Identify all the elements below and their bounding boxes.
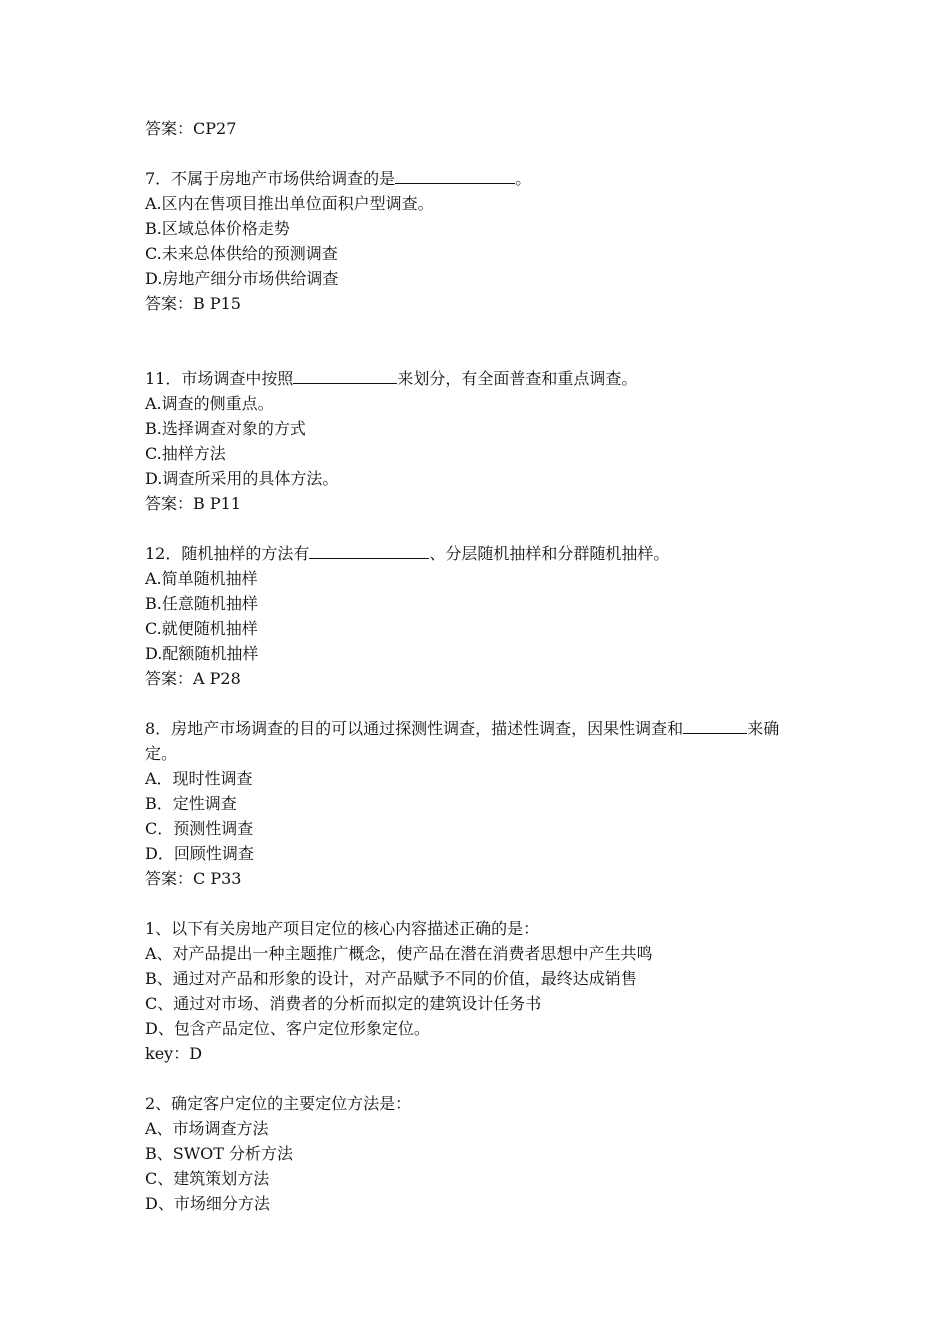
fill-blank: [309, 541, 429, 559]
question-stem: 1、以下有关房地产项目定位的核心内容描述正确的是：: [145, 919, 540, 938]
question-stem: [145, 166, 825, 191]
option-d: D、包含产品定位、客户定位形象定位。: [145, 1019, 430, 1038]
question-block-7: [145, 166, 825, 316]
question-block-11: [145, 366, 825, 516]
fill-blank: [395, 166, 515, 184]
option-c: C.抽样方法: [145, 444, 226, 463]
stem-text: 11．市场调查中按照: [145, 369, 294, 388]
option-c: C．预测性调查: [145, 819, 254, 838]
question-stem: [145, 366, 825, 391]
option-a: A.调查的侧重点。: [145, 394, 274, 413]
answer-line: 答案：C P33: [145, 869, 242, 888]
question-block-1: [145, 916, 825, 1066]
stem-suffix: 。: [515, 169, 532, 188]
question-block-8: [145, 716, 825, 891]
question-block-2: [145, 1091, 825, 1216]
question-stem: [145, 716, 825, 741]
option-b: B、通过对产品和形象的设计，对产品赋予不同的价值，最终达成销售: [145, 969, 637, 988]
question-stem-continuation: 定。: [145, 744, 178, 763]
question-stem: [145, 541, 825, 566]
stem-text: 12．随机抽样的方法有: [145, 544, 310, 563]
option-d: D.房地产细分市场供给调查: [145, 269, 339, 288]
question-block-12: [145, 541, 825, 691]
option-d: D．回顾性调查: [145, 844, 254, 863]
option-c: C.未来总体供给的预测调查: [145, 244, 338, 263]
option-d: D.配额随机抽样: [145, 644, 259, 663]
answer-line: 答案：B P11: [145, 494, 241, 513]
question-stem: 2、确定客户定位的主要定位方法是：: [145, 1094, 412, 1113]
option-b: B.区域总体价格走势: [145, 219, 290, 238]
option-b: B．定性调查: [145, 794, 237, 813]
option-b: B、SWOT 分析方法: [145, 1144, 294, 1163]
option-c: C.就便随机抽样: [145, 619, 258, 638]
stem-suffix: 来划分，有全面普查和重点调查。: [397, 369, 638, 388]
option-a: A、对产品提出一种主题推广概念，使产品在潜在消费者思想中产生共鸣: [145, 944, 653, 963]
stem-text: 8．房地产市场调查的目的可以通过探测性调查，描述性调查，因果性调查和: [145, 719, 684, 738]
answer-line: 答案：B P15: [145, 294, 241, 313]
option-b: B.选择调查对象的方式: [145, 419, 306, 438]
document-body: [145, 116, 825, 1216]
stem-text: 7．不属于房地产市场供给调查的是: [145, 169, 396, 188]
option-c: C、通过对市场、消费者的分析而拟定的建筑设计任务书: [145, 994, 542, 1013]
option-a: A.简单随机抽样: [145, 569, 258, 588]
answer-line: 答案：A P28: [145, 669, 241, 688]
answer-line: key：D: [145, 1044, 203, 1063]
stem-suffix: 来确: [747, 719, 780, 738]
option-d: D.调查所采用的具体方法。: [145, 469, 339, 488]
answer-line: 答案：CP27: [145, 119, 237, 138]
option-b: B.任意随机抽样: [145, 594, 258, 613]
fill-blank: [293, 366, 397, 384]
option-a: A．现时性调查: [145, 769, 253, 788]
option-c: C、建筑策划方法: [145, 1169, 270, 1188]
option-a: A.区内在售项目推出单位面积户型调查。: [145, 194, 434, 213]
option-a: A、市场调查方法: [145, 1119, 269, 1138]
option-d: D、市场细分方法: [145, 1194, 270, 1213]
stem-suffix: 、分层随机抽样和分群随机抽样。: [429, 544, 670, 563]
fill-blank: [683, 716, 747, 734]
